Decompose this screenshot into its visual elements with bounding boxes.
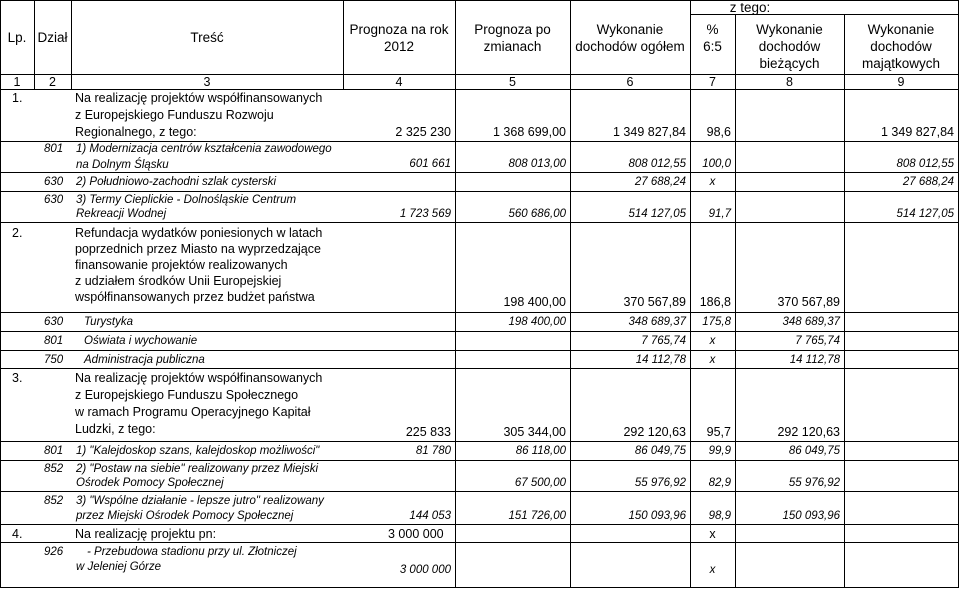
row1a-dzial: 801 [44,143,64,155]
row2b-text: Oświata i wychowanie [84,335,198,347]
row4-prognoza: 3 000 000 [388,527,444,541]
colnum-4: 4 [395,75,403,89]
row3a-text: 1) "Kalejdoskop szans, kalejdoskop możliwości" [76,445,320,457]
row3-wykonanie: 292 120,63 [623,425,686,439]
row3a-procent: 99,9 [708,445,731,457]
row1c-po-zmianach: 560 686,00 [508,208,566,220]
row3-text-line4: Ludzki, z tego: [75,422,156,436]
row4-text: Na realizację projektu pn: [75,527,217,541]
col-border-8 [844,14,845,588]
row-divider-2 [0,312,959,313]
row3b-po-zmianach: 67 500,00 [514,477,566,489]
row3c-prognoza: 144 053 [409,510,451,522]
row1b-text: 2) Południowo-zachodni szlak cysterski [76,176,277,188]
row2b-dzial: 801 [44,335,64,347]
row1a-wykonanie: 808 012,55 [628,158,686,170]
header-col8-line3: bieżących [759,56,820,71]
row3-procent: 95,7 [706,425,731,439]
row3-po-zmianach: 305 344,00 [503,425,566,439]
row2a-biezace: 348 689,37 [782,316,840,328]
row2c-dzial: 750 [44,354,64,366]
row2a-dzial: 630 [44,316,64,328]
header-col7-line1: % [706,22,719,37]
row3-prognoza: 225 833 [405,425,451,439]
row1a-text-line1: 1) Modernizacja centrów kształcenia zawodowego [76,143,332,155]
row2-lp: 2. [12,226,23,240]
row3b-text-line1: 2) "Postaw na siebie" realizowany przez Miejski [76,463,319,475]
row3c-po-zmianach: 151 726,00 [508,510,566,522]
row2-po-zmianach: 198 400,00 [503,295,566,309]
colnum-3: 3 [203,75,211,89]
row1-text-line2: z Europejskiego Funduszu Rozwoju [75,108,274,122]
row1c-wykonanie: 514 127,05 [628,208,686,220]
row1c-text-line2: Rekreacji Wodnej [76,208,167,220]
row2c-biezace: 14 112,78 [789,354,840,366]
row4-procent: x [709,527,716,541]
row2b-wykonanie: 7 765,74 [641,335,686,347]
row1a-procent: 100,0 [702,158,731,170]
row3c-text-line1: 3) "Wspólne działanie - lepsze jutro" realizowany [76,495,324,507]
row4-lp: 4. [12,527,23,541]
row1c-majatkowe: 514 127,05 [896,208,954,220]
row1-wykonanie: 1 349 827,84 [613,125,686,139]
row1a-prognoza: 601 661 [409,158,451,170]
header-col9-line3: majątkowych [861,56,941,71]
row1-majatkowe: 1 349 827,84 [881,125,954,139]
row3-text-line1: Na realizację projektów współfinansowanych [75,371,323,385]
header-col7-line2: 6:5 [703,39,722,54]
row1-lp: 1. [12,91,23,105]
row1a-text-line2: na Dolnym Śląsku [76,159,169,171]
colnum-9: 9 [897,75,905,89]
row3c-wykonanie: 150 093,96 [628,510,686,522]
row2-text-line4: z udziałem środków Unii Europejskiej [75,274,282,288]
header-col8-line1: Wykonanie [756,22,823,37]
row1c-text-line1: 3) Termy Cieplickie - Dolnośląskie Centrum [76,194,297,206]
row3b-text-line2: Ośrodek Pomocy Społecznej [76,477,224,489]
row2c-text: Administracja publiczna [84,354,205,366]
row2b-biezace: 7 765,74 [795,335,840,347]
row3a-prognoza: 81 780 [415,445,451,457]
header-col5-line2: zmianach [483,39,542,54]
table-bottom-border [0,587,959,588]
colnum-6: 6 [626,75,634,89]
header-col5-line1: Prognoza po [474,22,551,37]
row3b-biezace: 55 976,92 [788,477,840,489]
row1b-majatkowe: 27 688,24 [902,176,954,188]
row3b-procent: 82,9 [708,477,731,489]
table-top-border [0,0,959,1]
header-col4-line1: Prognoza na rok [349,22,449,37]
row1c-prognoza: 1 723 569 [399,208,451,220]
row3-text-line2: z Europejskiego Funduszu Społecznego [75,388,299,402]
row1c-dzial: 630 [44,194,64,206]
colnum-8: 8 [786,75,793,89]
row2a-po-zmianach: 198 400,00 [508,316,566,328]
row3a-po-zmianach: 86 118,00 [515,445,566,457]
row2c-wykonanie: 14 112,78 [635,354,686,366]
row4a-prognoza: 3 000 000 [399,564,451,576]
row-divider-1c [0,222,959,223]
row3a-wykonanie: 86 049,75 [634,445,686,457]
header-col6-line1: Wykonanie [596,22,664,37]
row2-biezace: 370 567,89 [777,295,840,309]
row1c-procent: 91,7 [708,208,731,220]
row1-po-zmianach: 1 368 699,00 [493,125,566,139]
row3c-biezace: 150 093,96 [782,510,840,522]
header-col8-line2: dochodów [758,39,821,54]
row3b-wykonanie: 55 976,92 [634,477,686,489]
colnum-5: 5 [509,75,516,89]
row3c-text-line2: przez Miejski Ośrodek Pomocy Społecznej [76,510,294,522]
row4a-text-line1: - Przebudowa stadionu przy ul. Złotniczej [87,546,297,558]
row1-text-line3: Regionalnego, z tego: [75,125,197,139]
row1-prognoza: 2 325 230 [395,125,451,139]
row2-procent: 186,8 [699,295,731,309]
row3-text-line3: w ramach Programu Operacyjnego Kapitał [75,405,311,419]
row4a-procent: x [709,564,716,576]
row2a-procent: 175,8 [702,316,731,328]
row-divider-2c [0,368,959,369]
colnum-7: 7 [709,75,716,89]
row-divider-3b [0,491,959,492]
row3b-dzial: 852 [44,463,64,475]
row1b-wykonanie: 27 688,24 [634,176,686,188]
header-lp: Lp. [7,30,27,45]
row-divider-3c [0,524,959,525]
row2a-text: Turystyka [84,316,133,328]
row3a-dzial: 801 [44,445,64,457]
row-divider-3 [0,441,959,442]
row1b-procent: x [709,176,716,188]
row2-text-line3: finansowanie projektów realizowanych [75,258,288,272]
header-z-tego: z tego: [729,0,771,15]
header-tresc: Treść [190,30,224,45]
row3a-biezace: 86 049,75 [788,445,840,457]
row3c-procent: 98,9 [708,510,731,522]
row2-text-line5: współfinansowanych przez budżet państwa [75,290,315,304]
row-divider-2a [0,331,959,332]
colnum-1: 1 [13,75,21,89]
row2-wykonanie: 370 567,89 [623,295,686,309]
header-col9-line2: dochodów [870,39,932,54]
row4a-dzial: 926 [44,546,64,558]
row-divider-2b [0,350,959,351]
row2-text-line2: poprzednich przez Miasto na wyprzedzające [75,242,321,256]
row1-text-line1: Na realizację projektów współfinansowanych [75,91,323,105]
header-col4-line2: 2012 [383,39,415,54]
row1a-po-zmianach: 808 013,00 [508,158,566,170]
row3c-dzial: 852 [44,495,64,507]
colnum-2: 2 [49,75,56,89]
row1a-majatkowe: 808 012,55 [896,158,954,170]
row3-lp: 3. [12,371,23,385]
row1-procent: 98,6 [706,125,731,139]
row1b-dzial: 630 [44,176,64,188]
row4a-text-line2: w Jeleniej Górze [76,561,162,573]
row2c-procent: x [709,354,716,366]
row2-text-line1: Refundacja wydatków poniesionych w latach [75,226,323,240]
row2a-wykonanie: 348 689,37 [628,316,686,328]
header-col9-line1: Wykonanie [867,22,935,37]
row3-biezace: 292 120,63 [777,425,840,439]
header-dzial: Dział [37,30,68,45]
row2b-procent: x [709,335,716,347]
row-divider-4 [0,542,959,543]
header-col6-line2: dochodów ogółem [575,39,685,54]
